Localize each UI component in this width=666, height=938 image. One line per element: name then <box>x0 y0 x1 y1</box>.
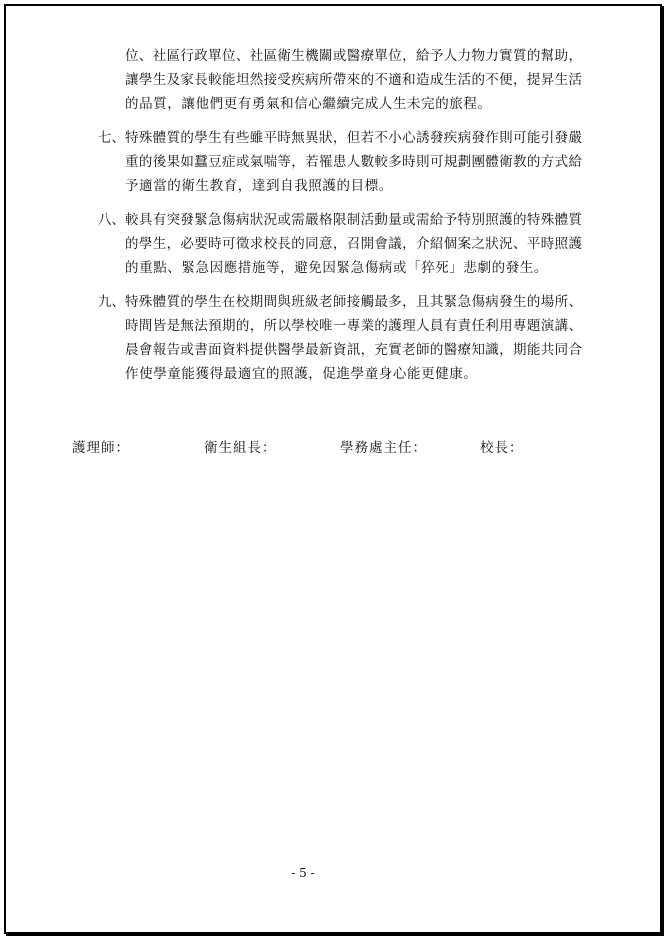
paragraph-line: 的品質，讓他們更有勇氣和信心繼續完成人生未完的旅程。 <box>125 96 492 112</box>
signature-student-affairs: 學務處主任： <box>340 440 427 456</box>
paragraph-line: 讓學生及家長較能坦然接受疾病所帶來的不適和造成生活的不便，提昇生活 <box>125 72 583 88</box>
item-number: 八、 <box>98 212 125 228</box>
page-number: - 5 - <box>291 866 315 880</box>
item-number: 九、 <box>98 294 125 310</box>
paragraph-line: 較具有突發緊急傷病狀況或需嚴格限制活動量或需給予特別照護的特殊體質 <box>125 212 583 228</box>
signature-principal: 校長： <box>480 440 524 456</box>
signature-health-leader: 衛生組長： <box>204 440 277 456</box>
paragraph-line: 位、社區行政單位、社區衛生機關或醫療單位，給予人力物力實質的幫助， <box>125 48 583 64</box>
paragraph-line: 的重點、緊急因應措施等，避免因緊急傷病或「猝死」悲劇的發生。 <box>125 260 548 276</box>
paragraph-line: 時間皆是無法預期的，所以學校唯一專業的護理人員有責任利用專題演講、 <box>125 318 583 334</box>
paragraph-line: 特殊體質的學生在校期間與班級老師接觸最多，且其緊急傷病發生的場所、 <box>125 294 583 310</box>
paragraph-line: 晨會報告或書面資料提供醫學最新資訊，充實老師的醫療知識，期能共同合 <box>125 342 583 358</box>
paragraph-line: 予適當的衛生教育，達到自我照護的目標。 <box>125 178 393 194</box>
signature-nurse: 護理師： <box>72 440 130 456</box>
paragraph-line: 作使學童能獲得最適宜的照護，促進學童身心能更健康。 <box>125 366 478 382</box>
paragraph-line: 重的後果如蠶豆症或氣喘等，若罹患人數較多時則可規劃團體衛教的方式給 <box>125 154 583 170</box>
item-number: 七、 <box>98 130 125 146</box>
paragraph-line: 特殊體質的學生有些雖平時無異狀，但若不小心誘發疾病發作則可能引發嚴 <box>125 130 583 146</box>
paragraph-line: 的學生，必要時可徵求校長的同意，召開會議，介紹個案之狀況、平時照護 <box>125 236 583 252</box>
